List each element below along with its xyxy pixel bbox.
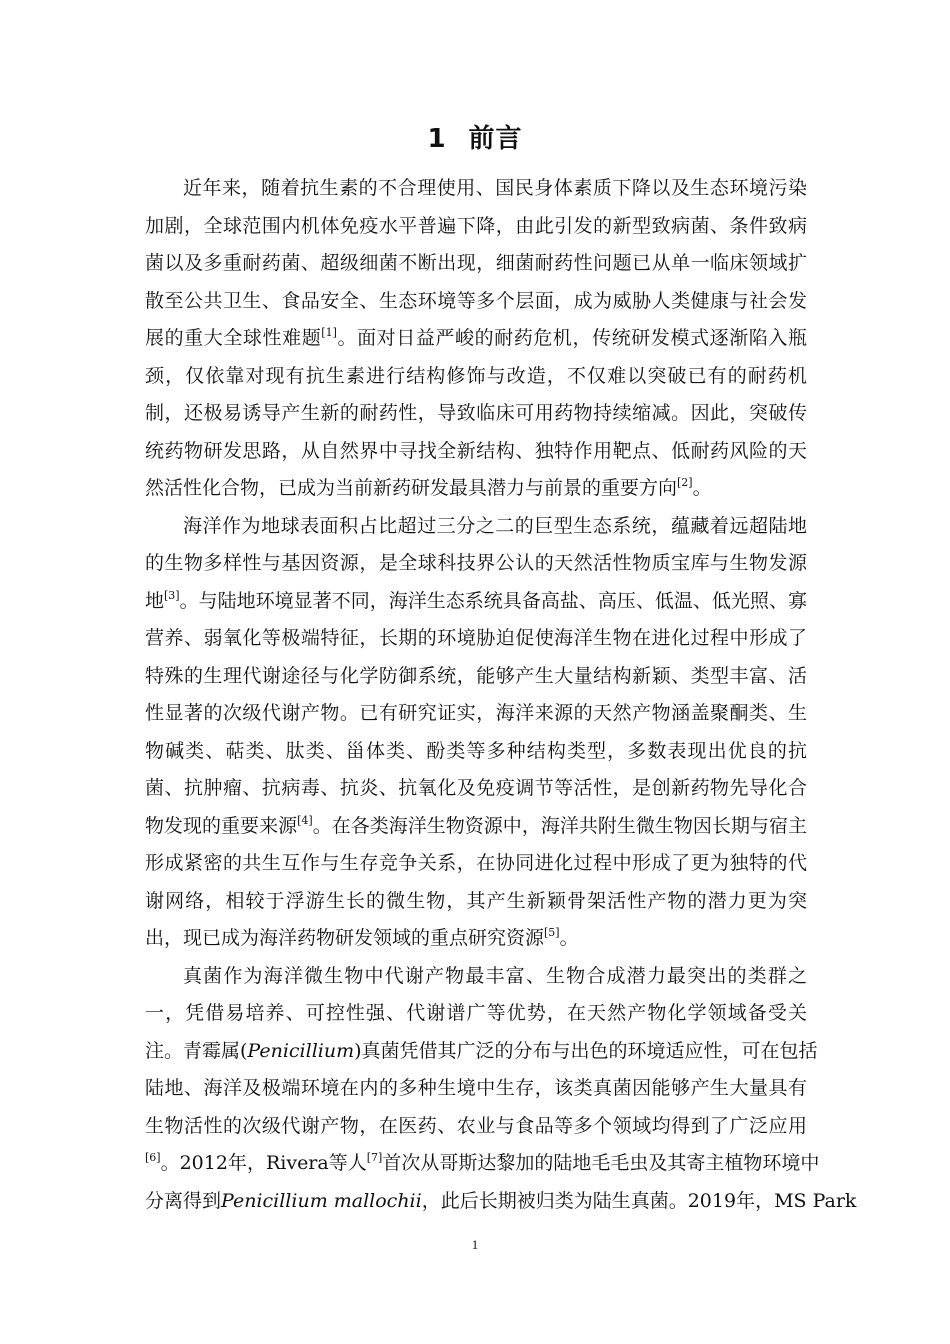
paragraph-2-line: 营养、弱氧化等极端特征，长期的环境胁迫促使海洋生物在进化过程中形成了	[145, 627, 807, 649]
citation-marker: [5]	[544, 926, 560, 939]
paragraph-3-line: 真菌作为海洋微生物中代谢产物最丰富、生物合成潜力最突出的类群之	[183, 964, 807, 987]
paragraph-3-line: 一，凭借易培养、可控性强、代谢谱广等优势，在天然产物化学领域备受关	[145, 1002, 807, 1024]
citation-marker: [1]	[321, 326, 337, 339]
paragraph-1-line: 菌以及多重耐药菌、超级细菌不断出现，细菌耐药性问题已从单一临床领域扩	[145, 252, 807, 274]
species-name: Penicillium	[247, 1039, 355, 1062]
paragraph-2-line: 地[3]。与陆地环境显著不同，海洋生态系统具备高盐、高压、低温、低光照、寡	[145, 588, 807, 612]
paragraph-2-line: 物发现的重要来源[4]。在各类海洋生物资源中，海洋共附生微生物因长期与宿主	[145, 813, 807, 837]
paragraph-2-line: 特殊的生理代谢途径与化学防御系统，能够产生大量结构新颖、类型丰富、活	[145, 664, 807, 687]
section-number: 1	[427, 124, 447, 154]
paragraph-1-line: 统药物研发思路，从自然界中寻找全新结构、独特作用靶点、低耐药风险的天	[145, 439, 807, 462]
paragraph-1-line: 散至公共卫生、食品安全、生态环境等多个层面，成为威胁人类健康与社会发	[145, 289, 807, 312]
paragraph-1-line: 加剧，全球范围内机体免疫水平普遍下降，由此引发的新型致病菌、条件致病	[145, 214, 807, 237]
paragraph-3-line: 分离得到Penicillium mallochii，此后长期被归类为陆生真菌。2019年，MS Park	[145, 1189, 857, 1212]
paragraph-1-line: 颈，仅依靠对现有抗生素进行结构修饰与改造，不仅难以突破已有的耐药机	[145, 364, 807, 387]
citation-marker: [2]	[677, 476, 693, 489]
paragraph-3-line: 注。青霉属(Penicillium)真菌凭借其广泛的分布与出色的环境适应性，可在包括	[145, 1039, 818, 1062]
paragraph-2-line: 菌、抗肿瘤、抗病毒、抗炎、抗氧化及免疫调节等活性，是创新药物先导化合	[145, 777, 807, 799]
section-heading	[0, 118, 950, 162]
paragraph-3-line: [6]。2012年，Rivera等人[7]首次从哥斯达黎加的陆地毛毛虫及其寄主植物环境中	[145, 1151, 820, 1174]
paragraph-3-line: 陆地、海洋及极端环境在内的多种生境中生存，该类真菌因能够产生大量具有	[145, 1077, 807, 1099]
paragraph-3-line: 生物活性的次级代谢产物，在医药、农业与食品等多个领域均得到了广泛应用	[145, 1114, 807, 1137]
body-text	[145, 170, 857, 1220]
paragraph-2-line: 的生物多样性与基因资源，是全球科技界公认的天然活性物质宝库与生物发源	[145, 552, 807, 574]
paragraph-1-line: 近年来，随着抗生素的不合理使用、国民身体素质下降以及生态环境污染	[183, 177, 807, 199]
citation-marker: [3]	[164, 588, 180, 602]
species-name: Penicillium mallochii	[221, 1189, 422, 1212]
paragraph-2-line: 形成紧密的共生互作与生存竞争关系，在协同进化过程中形成了更为独特的代	[145, 852, 807, 874]
section-title: 前言	[468, 124, 523, 154]
paragraph-2-line: 谢网络，相较于浮游生长的微生物，其产生新颖骨架活性产物的潜力更为突	[145, 889, 807, 912]
paragraph-2-line: 出，现已成为海洋药物研发领域的重点研究资源[5]。	[145, 926, 579, 949]
citation-marker: [4]	[297, 813, 313, 827]
citation-marker: [6]	[145, 1151, 161, 1164]
citation-marker: [7]	[366, 1151, 383, 1164]
paragraph-2-line: 海洋作为地球表面积占比超过三分之二的巨型生态系统，蕴藏着远超陆地	[183, 514, 807, 537]
paragraph-1-line: 制，还极易诱导产生新的耐药性，导致临床可用药物持续缩减。因此，突破传	[145, 402, 807, 424]
paragraph-2-line: 性显著的次级代谢产物。已有研究证实，海洋来源的天然产物涵盖聚酮类、生	[145, 702, 807, 724]
paragraph-1-line: 然活性化合物，已成为当前新药研发最具潜力与前景的重要方向[2]。	[145, 476, 712, 499]
paragraph-1-line: 展的重大全球性难题[1]。面对日益严峻的耐药危机，传统研发模式逐渐陷入瓶	[145, 326, 807, 349]
paragraph-2-line: 物碱类、萜类、肽类、甾体类、酚类等多种结构类型，多数表现出优良的抗	[145, 739, 807, 762]
page-number: 1	[471, 1237, 479, 1252]
